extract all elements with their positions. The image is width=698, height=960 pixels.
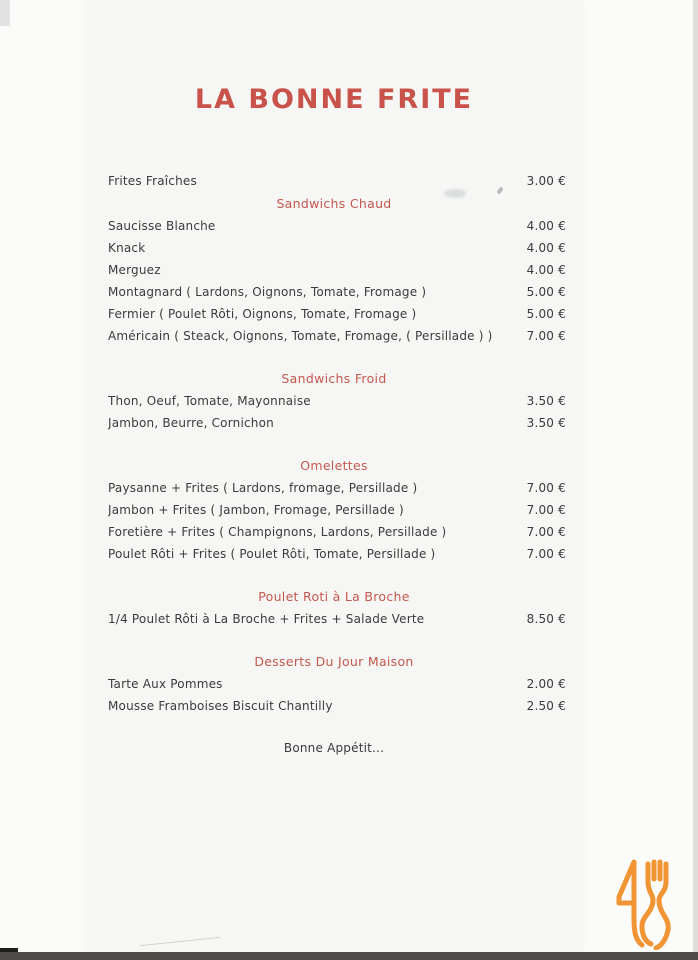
menu-item-row [86, 237, 582, 259]
item-name: Jambon + Frites ( Jambon, Fromage, Persillade ) [108, 503, 404, 517]
section-title-poulet-roti: Poulet Roti à La Broche [258, 589, 410, 604]
fork-knife-logo-icon [606, 858, 674, 950]
item-price: 4.00 € [526, 219, 566, 233]
section-title-omelettes: Omelettes [300, 458, 368, 473]
item-price: 7.00 € [526, 503, 566, 517]
item-name: Paysanne + Frites ( Lardons, fromage, Persillade ) [108, 481, 418, 495]
item-price: 5.00 € [526, 285, 566, 299]
item-name: Poulet Rôti + Frites ( Poulet Rôti, Tomate, Persillade ) [108, 547, 436, 561]
menu-item-row [86, 499, 582, 521]
item-name: Américain ( Steack, Oignons, Tomate, Fromage, ( Persillade ) ) [108, 329, 493, 343]
item-price: 8.50 € [526, 612, 566, 626]
item-price: 5.00 € [526, 307, 566, 321]
footer-note: Bonne Appétit... [283, 741, 385, 755]
menu-item-row [86, 259, 582, 281]
item-price: 3.00 € [526, 174, 566, 188]
item-name: Thon, Oeuf, Tomate, Mayonnaise [108, 394, 311, 408]
scan-edge-right [693, 0, 698, 953]
item-name: 1/4 Poulet Rôti à La Broche + Frites + Salade Verte [108, 612, 425, 626]
scan-corner-mark [0, 0, 10, 26]
item-name: Merguez [108, 263, 161, 277]
item-price: 2.00 € [526, 677, 566, 691]
item-price: 3.50 € [526, 394, 566, 408]
menu-item-row [86, 608, 582, 630]
item-price: 2.50 € [526, 699, 566, 713]
menu-item-row [86, 477, 582, 499]
menu-item-row [86, 281, 582, 303]
section-title-sandwichs-chaud: Sandwichs Chaud [276, 196, 392, 211]
item-name: Foretière + Frites ( Champignons, Lardons, Persillade ) [108, 525, 447, 539]
item-name: Saucisse Blanche [108, 219, 216, 233]
item-name: Frites Fraîches [108, 174, 197, 188]
scan-smudge [444, 189, 466, 198]
menu-item-row [86, 412, 582, 434]
section-title-desserts: Desserts Du Jour Maison [254, 654, 414, 669]
item-price: 7.00 € [526, 481, 566, 495]
menu-item-row [86, 543, 582, 565]
item-price: 7.00 € [526, 525, 566, 539]
menu-item-row [86, 521, 582, 543]
section-title-sandwichs-froid: Sandwichs Froid [281, 371, 387, 386]
item-price: 7.00 € [526, 329, 566, 343]
item-price: 4.00 € [526, 263, 566, 277]
item-name: Fermier ( Poulet Rôti, Oignons, Tomate, Fromage ) [108, 307, 417, 321]
menu-item-row [86, 673, 582, 695]
item-name: Mousse Framboises Biscuit Chantilly [108, 699, 333, 713]
menu-item-row [86, 695, 582, 717]
item-price: 4.00 € [526, 241, 566, 255]
item-price: 3.50 € [526, 416, 566, 430]
menu-item-row [86, 303, 582, 325]
menu-item-row [86, 215, 582, 237]
item-name: Jambon, Beurre, Cornichon [108, 416, 274, 430]
item-name: Montagnard ( Lardons, Oignons, Tomate, Fromage ) [108, 285, 427, 299]
menu-item-row [86, 325, 582, 347]
menu-item-row [86, 390, 582, 412]
menu-item-row [86, 170, 582, 192]
item-price: 7.00 € [526, 547, 566, 561]
menu-sheet [86, 0, 582, 952]
item-name: Knack [108, 241, 146, 255]
item-name: Tarte Aux Pommes [108, 677, 223, 691]
scan-edge-bottom [0, 952, 698, 960]
menu-title: LA BONNE FRITE [194, 84, 474, 115]
